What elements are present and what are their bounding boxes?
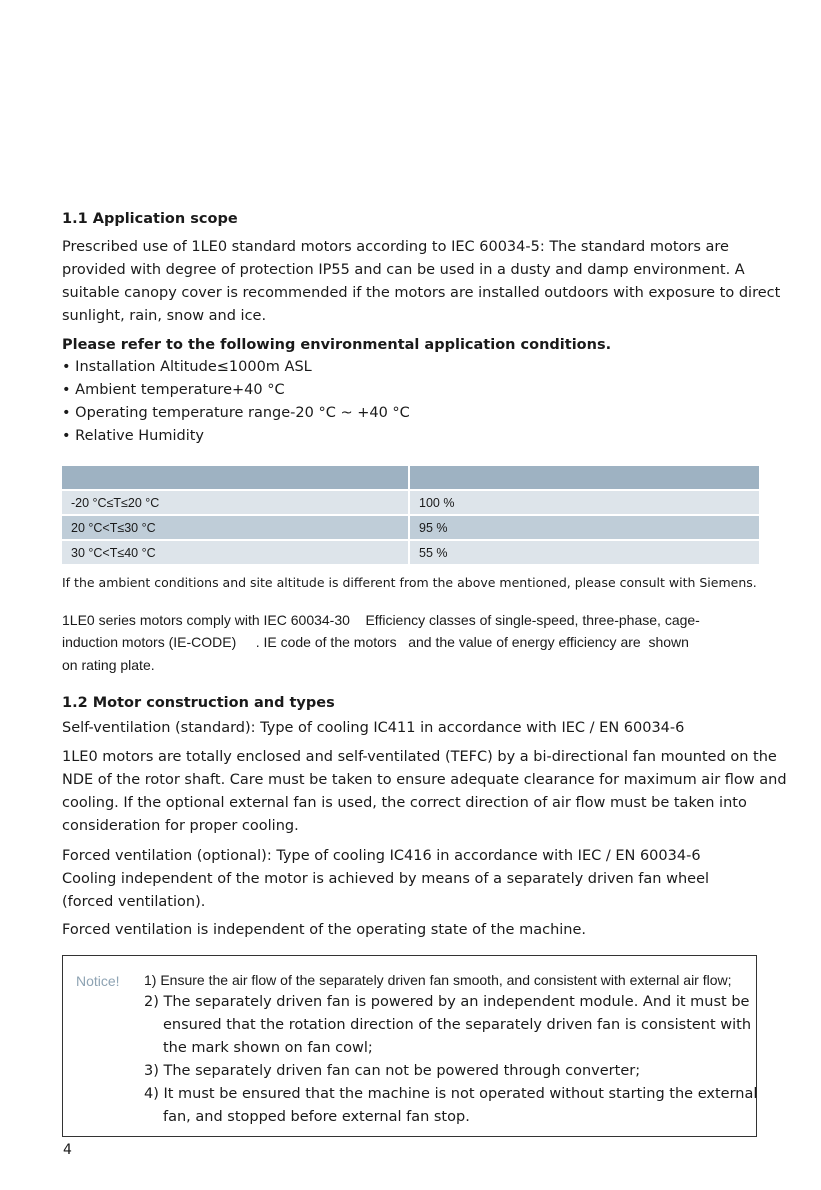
- table-header-cell: [62, 466, 410, 489]
- notice-item: 2) The separately driven fan is powered by an independent module. And it must be: [144, 994, 750, 1010]
- condition-bullet: • Operating temperature range-20 °C ~ +40 °C: [62, 405, 410, 421]
- table-header-cell: [410, 466, 759, 489]
- self-ventilation-text: Self-ventilation (standard): Type of cooling IC411 in accordance with IEC / EN 60034-6: [62, 720, 685, 736]
- table-row: [62, 489, 759, 514]
- compliance-line: induction motors (IE-CODE) . IE code of the motors and the value of energy efficiency are shown: [62, 634, 689, 650]
- forced-ventilation-line: (forced ventilation).: [62, 894, 206, 910]
- condition-bullet: • Installation Altitude≤1000m ASL: [62, 359, 312, 375]
- notice-box: [62, 955, 757, 1137]
- scope-paragraph-line: Prescribed use of 1LE0 standard motors according to IEC 60034-5: The standard motors are: [62, 239, 729, 255]
- condition-bullet: • Ambient temperature+40 °C: [62, 382, 285, 398]
- compliance-line: 1LE0 series motors comply with IEC 60034-30 Efficiency classes of single-speed, three-phase, cage-: [62, 612, 700, 628]
- tefc-paragraph-line: consideration for proper cooling.: [62, 818, 299, 834]
- compliance-line: on rating plate.: [62, 657, 155, 673]
- tefc-paragraph-line: cooling. If the optional external fan is used, the correct direction of air flow must be taken into: [62, 795, 747, 811]
- scope-paragraph-line: provided with degree of protection IP55 and can be used in a dusty and damp environment. A: [62, 262, 745, 278]
- table-row: [62, 539, 759, 564]
- humidity-value-cell: 100 %: [410, 489, 759, 514]
- table-header-row: [62, 466, 759, 489]
- tefc-paragraph-line: 1LE0 motors are totally enclosed and self-ventilated (TEFC) by a bi-directional fan mounted on the: [62, 749, 777, 765]
- notice-item: 3) The separately driven fan can not be powered through converter;: [144, 1063, 641, 1079]
- table-note: If the ambient conditions and site altitude is different from the above mentioned, please consult with Siemens.: [62, 575, 757, 590]
- section-heading-application-scope: 1.1 Application scope: [62, 211, 238, 227]
- notice-label: Notice!: [76, 973, 120, 989]
- conditions-heading: Please refer to the following environmental application conditions.: [62, 337, 612, 353]
- notice-item-continuation: fan, and stopped before external fan stop.: [163, 1109, 470, 1125]
- humidity-value-cell: 55 %: [410, 539, 759, 564]
- page-number: 4: [63, 1142, 72, 1158]
- scope-paragraph-line: sunlight, rain, snow and ice.: [62, 308, 267, 324]
- forced-ventilation-line: Forced ventilation (optional): Type of cooling IC416 in accordance with IEC / EN 60034-6: [62, 848, 701, 864]
- humidity-value-cell: 95 %: [410, 514, 759, 539]
- condition-bullet: • Relative Humidity: [62, 428, 204, 444]
- table-row: [62, 514, 759, 539]
- section-heading-motor-construction: 1.2 Motor construction and types: [62, 695, 335, 711]
- tefc-paragraph-line: NDE of the rotor shaft. Care must be taken to ensure adequate clearance for maximum air flow and: [62, 772, 787, 788]
- humidity-table: [62, 466, 759, 564]
- notice-item: 1) Ensure the air flow of the separately driven fan smooth, and consistent with external air flow;: [144, 972, 732, 988]
- temperature-range-cell: 30 °C<T≤40 °C: [62, 539, 410, 564]
- scope-paragraph-line: suitable canopy cover is recommended if the motors are installed outdoors with exposure to direct: [62, 285, 781, 301]
- temperature-range-cell: -20 °C≤T≤20 °C: [62, 489, 410, 514]
- notice-item-continuation: the mark shown on fan cowl;: [163, 1040, 373, 1056]
- notice-item: 4) It must be ensured that the machine is not operated without starting the external: [144, 1086, 758, 1102]
- temperature-range-cell: 20 °C<T≤30 °C: [62, 514, 410, 539]
- forced-ventilation-line: Cooling independent of the motor is achieved by means of a separately driven fan wheel: [62, 871, 710, 887]
- forced-ventilation-independent: Forced ventilation is independent of the operating state of the machine.: [62, 922, 587, 938]
- notice-item-continuation: ensured that the rotation direction of the separately driven fan is consistent with: [163, 1017, 752, 1033]
